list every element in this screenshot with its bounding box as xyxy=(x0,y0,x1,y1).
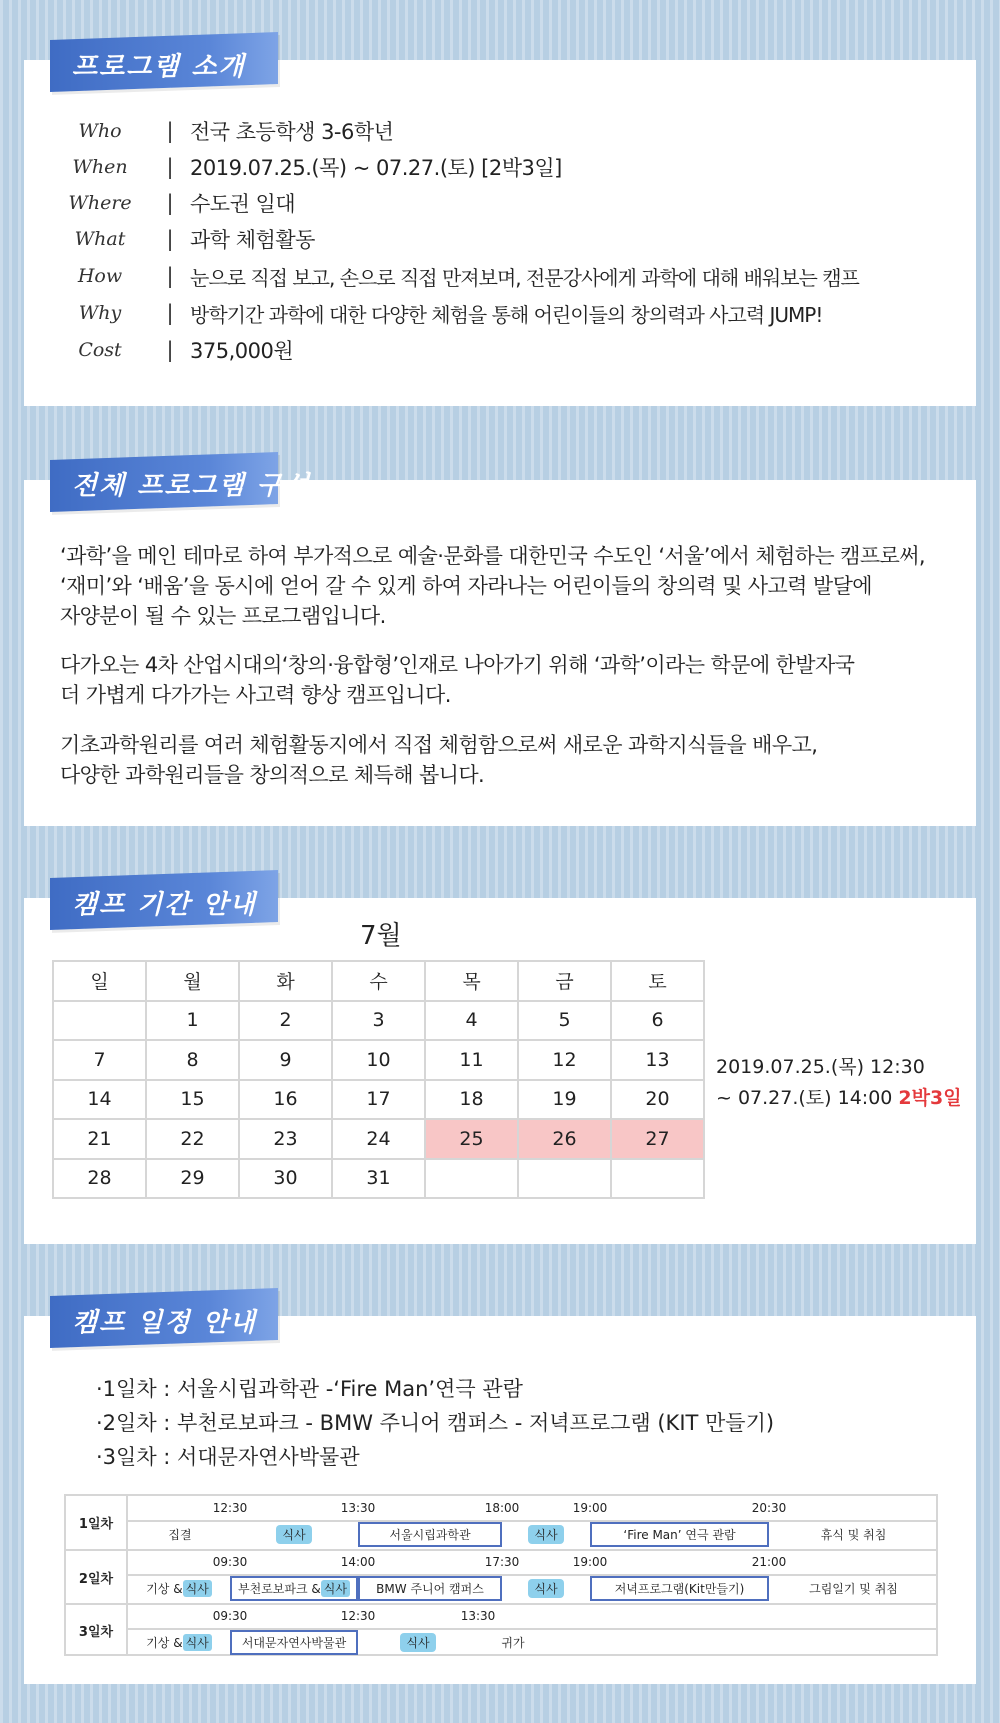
calendar-day: 12 xyxy=(518,1040,611,1080)
timeline-time: 13:30 xyxy=(340,1501,376,1515)
calendar-day: 19 xyxy=(518,1080,611,1120)
activity-text: 기상 & xyxy=(146,1582,183,1596)
intro-value: 눈으로 직접 보고, 손으로 직접 만져보며, 전문강사에게 과학에 대해 배워보는 캠프 xyxy=(190,265,859,290)
calendar-day: 30 xyxy=(239,1159,332,1199)
calendar-day: 20 xyxy=(611,1080,704,1120)
overview-line: 기초과학원리를 여러 체험활동지에서 직접 체험함으로써 새로운 과학지식들을 배우고, xyxy=(60,733,818,757)
timeline-divider xyxy=(66,1549,936,1551)
weekday-sat: 토 xyxy=(611,961,704,1001)
meal-badge: 식사 xyxy=(321,1580,350,1597)
weekday-thu: 목 xyxy=(425,961,518,1001)
meal-badge: 식사 xyxy=(528,1579,563,1598)
timeline-time: 21:00 xyxy=(751,1555,787,1569)
calendar-day: 26 xyxy=(518,1119,611,1159)
calendar-day: 22 xyxy=(146,1119,239,1159)
timeline-day-label: 3일차 xyxy=(66,1605,128,1656)
timeline-meal xyxy=(230,1522,358,1547)
calendar-day xyxy=(53,1001,146,1041)
weekday-fri: 금 xyxy=(518,961,611,1001)
calendar-day: 16 xyxy=(239,1080,332,1120)
calendar-table xyxy=(52,960,705,1199)
intro-row-when xyxy=(50,149,562,185)
calendar-week-row xyxy=(53,1159,704,1199)
meal-badge: 식사 xyxy=(528,1525,563,1544)
calendar-month: 7월 xyxy=(360,921,402,951)
calendar-day: 13 xyxy=(611,1040,704,1080)
calendar-day: 17 xyxy=(332,1080,425,1120)
schedule-summary xyxy=(96,1372,774,1474)
timeline-activity xyxy=(230,1576,358,1601)
intro-separator: | xyxy=(166,301,174,325)
overview-line: ‘과학’을 메인 테마로 하여 부가적으로 예술·문화를 대한민국 수도인 ‘서울’에서 체험하는 캠프로써, xyxy=(60,544,925,568)
intro-key: How xyxy=(77,265,123,287)
intro-value: 전국 초등학생 3-6학년 xyxy=(190,120,394,144)
calendar-day: 25 xyxy=(425,1119,518,1159)
overview-paragraph-1 xyxy=(60,541,925,631)
camp-period-note xyxy=(716,1052,962,1114)
timeline-time: 19:00 xyxy=(572,1501,608,1515)
timeline-time: 20:30 xyxy=(751,1501,787,1515)
calendar-week-row xyxy=(53,1080,704,1120)
timeline-activity: 저녁프로그램(Kit만들기) xyxy=(590,1576,769,1601)
calendar-day: 23 xyxy=(239,1119,332,1159)
timeline-activity: ‘Fire Man’ 연극 관람 xyxy=(590,1522,769,1547)
overview-line: 자양분이 될 수 있는 프로그램입니다. xyxy=(60,604,386,628)
timeline-time: 09:30 xyxy=(212,1609,248,1623)
intro-separator: | xyxy=(166,191,174,215)
timeline-activity: 서울시립과학관 xyxy=(358,1522,502,1547)
calendar-day: 4 xyxy=(425,1001,518,1041)
calendar-week-row xyxy=(53,1040,704,1080)
overview-line: 더 가볍게 다가가는 사고력 향상 캠프입니다. xyxy=(60,683,451,707)
overview-paragraph-2 xyxy=(60,650,854,710)
calendar-day: 21 xyxy=(53,1119,146,1159)
timeline-activity: 서대문자연사박물관 xyxy=(230,1630,358,1655)
timeline-meal xyxy=(502,1522,590,1547)
timeline-activity xyxy=(128,1576,230,1601)
timeline-activity: 그림일기 및 취침 xyxy=(809,1582,898,1596)
intro-value: 2019.07.25.(목) ~ 07.27.(토) [2박3일] xyxy=(190,156,562,180)
section-tag-overview xyxy=(50,452,312,512)
intro-separator: | xyxy=(166,338,174,362)
calendar-day: 9 xyxy=(239,1040,332,1080)
camp-period-end: ~ 07.27.(토) 14:00 xyxy=(716,1087,893,1109)
calendar-day: 1 xyxy=(146,1001,239,1041)
timeline-activity: 집결 xyxy=(168,1528,192,1542)
calendar-day xyxy=(425,1159,518,1199)
meal-badge: 식사 xyxy=(183,1634,212,1651)
timeline-activity: 휴식 및 취침 xyxy=(820,1528,887,1542)
calendar-day: 10 xyxy=(332,1040,425,1080)
timeline-time: 12:30 xyxy=(212,1501,248,1515)
intro-row-cost xyxy=(50,332,293,368)
timeline-time: 14:00 xyxy=(340,1555,376,1569)
timeline-activity: 귀가 xyxy=(501,1636,525,1650)
timeline-day-label: 1일차 xyxy=(66,1496,128,1549)
meal-badge: 식사 xyxy=(400,1633,435,1652)
section-title-overview: 전체 프로그램 구성 xyxy=(72,471,312,502)
weekday-sun: 일 xyxy=(53,961,146,1001)
weekday-wed: 수 xyxy=(332,961,425,1001)
weekday-mon: 월 xyxy=(146,961,239,1001)
calendar-day: 15 xyxy=(146,1080,239,1120)
calendar-day: 24 xyxy=(332,1119,425,1159)
overview-line: 다양한 과학원리들을 창의적으로 체득해 봅니다. xyxy=(60,763,485,787)
intro-value: 375,000원 xyxy=(190,339,294,363)
intro-key: Where xyxy=(68,192,132,214)
weekday-tue: 화 xyxy=(239,961,332,1001)
calendar-day xyxy=(518,1159,611,1199)
timeline-time: 12:30 xyxy=(340,1609,376,1623)
intro-value: 방학기간 과학에 대한 다양한 체험을 통해 어린이들의 창의력과 사고력 JUMP! xyxy=(190,302,823,327)
intro-row-why xyxy=(50,295,822,331)
section-tag-period xyxy=(50,870,278,930)
intro-key: When xyxy=(72,156,128,178)
overview-line: ‘재미’와 ‘배움’을 동시에 얻어 갈 수 있게 하여 자라나는 어린이들의 창의력 및 사고력 발달에 xyxy=(60,574,872,598)
intro-value: 수도권 일대 xyxy=(190,192,296,216)
camp-period-end-line xyxy=(716,1083,962,1114)
timeline-time: 17:30 xyxy=(484,1555,520,1569)
calendar-day: 27 xyxy=(611,1119,704,1159)
schedule-summary-day3: ·3일차 : 서대문자연사박물관 xyxy=(96,1445,360,1469)
intro-row-what xyxy=(50,221,315,257)
calendar-day: 7 xyxy=(53,1040,146,1080)
intro-separator: | xyxy=(166,119,174,143)
timeline-time: 13:30 xyxy=(460,1609,496,1623)
section-tag-intro xyxy=(50,32,278,92)
calendar-weekday-row xyxy=(53,961,704,1001)
calendar-day: 11 xyxy=(425,1040,518,1080)
intro-row-who xyxy=(50,113,393,149)
intro-value: 과학 체험활동 xyxy=(190,228,315,252)
intro-row-how xyxy=(50,258,859,294)
calendar-day: 29 xyxy=(146,1159,239,1199)
section-tag-schedule xyxy=(50,1288,278,1348)
timeline-time: 19:00 xyxy=(572,1555,608,1569)
calendar-week-row xyxy=(53,1119,704,1159)
intro-key: Who xyxy=(78,120,122,142)
intro-key: Cost xyxy=(78,339,122,361)
activity-text: 기상 & xyxy=(146,1636,183,1650)
calendar-day xyxy=(611,1159,704,1199)
calendar-day: 28 xyxy=(53,1159,146,1199)
timeline-divider xyxy=(66,1603,936,1605)
calendar-week-row xyxy=(53,1001,704,1041)
calendar-day: 6 xyxy=(611,1001,704,1041)
schedule-timeline xyxy=(64,1494,938,1656)
calendar-day: 3 xyxy=(332,1001,425,1041)
calendar-day: 18 xyxy=(425,1080,518,1120)
section-title-intro: 프로그램 소개 xyxy=(72,52,246,83)
timeline-meal xyxy=(502,1576,590,1601)
intro-key: Why xyxy=(78,302,122,324)
intro-row-where xyxy=(50,185,295,221)
timeline-time: 18:00 xyxy=(484,1501,520,1515)
meal-badge: 식사 xyxy=(183,1580,212,1597)
overview-line: 다가오는 4차 산업시대의‘창의·융합형’인재로 나아가기 위해 ‘과학’이라는 학문에 한발자국 xyxy=(60,653,855,677)
intro-key: What xyxy=(74,228,126,250)
timeline-activity xyxy=(128,1630,230,1655)
activity-text: 부천로보파크 & xyxy=(238,1582,321,1596)
timeline-activity: BMW 주니어 캠퍼스 xyxy=(358,1576,502,1601)
section-title-period: 캠프 기간 안내 xyxy=(72,889,257,920)
meal-badge: 식사 xyxy=(276,1525,311,1544)
intro-separator: | xyxy=(166,264,174,288)
calendar-day: 14 xyxy=(53,1080,146,1120)
calendar-day: 5 xyxy=(518,1001,611,1041)
schedule-summary-day2: ·2일차 : 부천로보파크 - BMW 주니어 캠퍼스 - 저녁프로그램 (KIT 만들기) xyxy=(96,1411,775,1435)
timeline-meal xyxy=(358,1630,478,1655)
timeline-time: 09:30 xyxy=(212,1555,248,1569)
camp-period-start: 2019.07.25.(목) 12:30 xyxy=(716,1056,925,1078)
schedule-summary-day1: ·1일차 : 서울시립과학관 -‘Fire Man’연극 관람 xyxy=(96,1377,523,1401)
calendar-day: 2 xyxy=(239,1001,332,1041)
camp-duration-badge: 2박3일 xyxy=(898,1087,962,1109)
timeline-day-label: 2일차 xyxy=(66,1551,128,1603)
intro-separator: | xyxy=(166,227,174,251)
intro-separator: | xyxy=(166,155,174,179)
calendar-day: 8 xyxy=(146,1040,239,1080)
section-title-schedule: 캠프 일정 안내 xyxy=(72,1307,257,1338)
calendar-day: 31 xyxy=(332,1159,425,1199)
overview-paragraph-3 xyxy=(60,730,817,790)
